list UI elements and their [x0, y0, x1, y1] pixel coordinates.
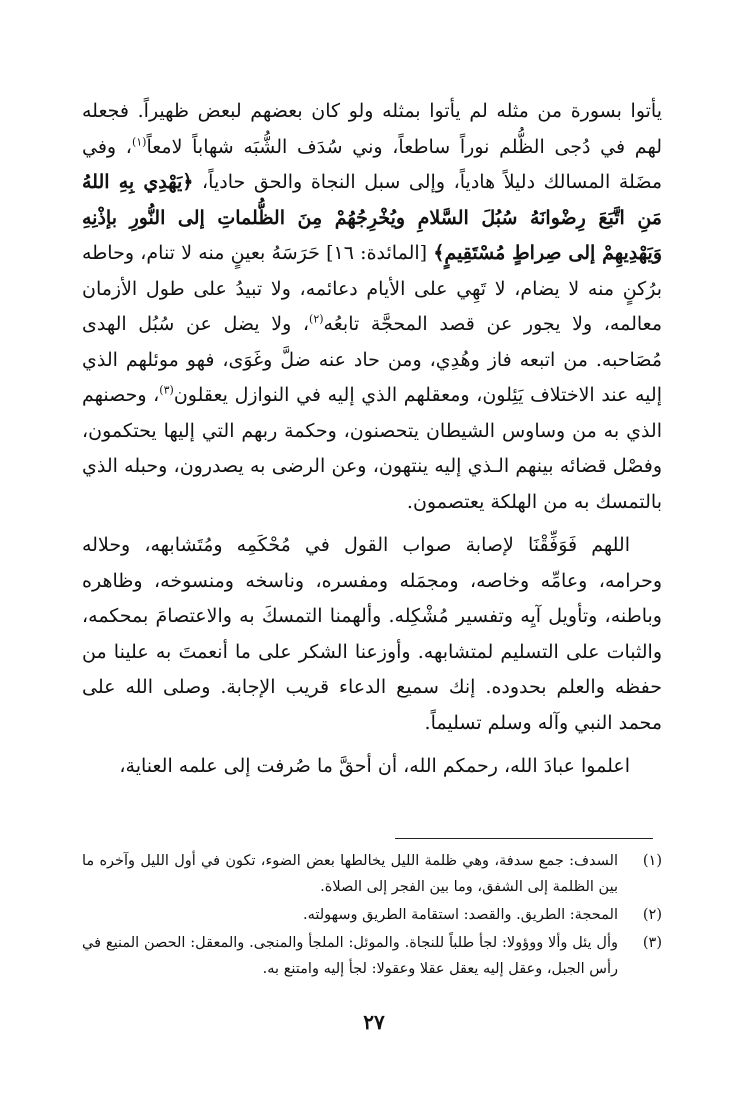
main-text: [82, 94, 662, 785]
quran-verse: ﴿يَهْدِي بِهِ اللهُ مَنِ اتَّبَعَ رِضْوانَهُ سُبُلَ السَّلامِ ويُخْرِجُهُمْ مِنَ الظُّلماتِ إلى النُّورِ بإذْنِهِ وَيَهْدِيهِمْ إلى صِراطٍ مُسْتَقِيمٍ﴾: [82, 171, 662, 264]
footnote-ref-2[interactable]: (٢): [309, 312, 324, 326]
footnote-2: [82, 902, 662, 928]
footnote-number: (١): [642, 853, 662, 869]
text-segment: ، وحصنهم الذي به من وساوس الشيطان يتحصنون، وحكمة ربهم التي إليها يحتكمون، وفصْل قضائه بينهم الـذي إليه ينتهون، وعن الرضى به يصدرون، وحبله الذي بالتمسك به من الهلكة يعتصمون.: [82, 384, 662, 513]
text-segment: ، وفي مضَلة المسالك دليلاً هادياً، وإلى سبل النجاة والحق حادياً،: [82, 135, 662, 193]
paragraph-2: [82, 528, 662, 741]
text-segment: اللهم فَوَفِّقْنَا لإصابة صواب القول في مُحْكَمِه ومُتَشابهه، وحلاله وحرامه، وعامِّه وخاصه، ومجمَله ومفسره، وناسخه ومنسوخه، وظاهره وباطنه، وتأويل آيِه وتفسير مُشْكِله. وألهمنا التمسكَ به والاعتصامَ بمحكمه، والثبات على التسليم لمتشابهه. وأوزعنا الشكر على ما أنعمتَ به علينا من حفظه والعلم بحدوده. إنك سميع الدعاء قريب الإجابة. وصلى الله على محمد النبي وآله وسلم تسليماً.: [82, 534, 662, 734]
text-segment: يأتوا بسورة من مثله لم يأتوا بمثله ولو كان بعضهم لبعض ظهيراً. فجعله لهم في دُجى الظُّلم نوراً ساطعاً، وني سُدَف الشُّبَه شهاباً لامعاً: [82, 100, 662, 158]
footnote-3: [82, 930, 662, 982]
footnote-text: وأل يئل وألا ووؤولا: لجأ طلباً للنجاة. والموئل: الملجأ والمنجى. والمعقل: الحصن المنيع في رأس الجبل، وعقل إليه يعقل عقلا وعقولا: لجأ إليه وامتنع به.: [82, 935, 618, 977]
paragraph-1: [82, 94, 662, 520]
footnote-number: (٢): [642, 907, 662, 923]
footnote-number: (٣): [642, 935, 662, 951]
footnote-ref-3[interactable]: (٣): [159, 383, 174, 397]
page-number: ٢٧: [363, 1010, 385, 1034]
footnote-1: [82, 848, 662, 900]
footnote-divider: [395, 838, 653, 839]
text-segment: ، ولا يضل عن سُبُل الهدى مُصَاحبه. من اتبعه فاز وهُدِي، ومن حاد عنه ضلَّ وغَوَى، فهو موئلهم الذي إليه عند الاختلاف يَئِلون، ومعقلهم الذي إليه في النوازل يعقلون: [82, 313, 662, 406]
text-segment: اعلموا عبادَ الله، رحمكم الله، أن أحقَّ ما صُرفت إلى علمه العناية،: [119, 755, 630, 777]
footnote-text: السدف: جمع سدفة، وهي ظلمة الليل يخالطها بعض الضوء، تكون في أول الليل وآخره ما بين الظلمة إلى الشفق، وما بين الفجر إلى الصلاة.: [82, 853, 618, 895]
text-segment: [المائدة: ١٦] حَرَسَهُ بعينٍ منه لا تنام، وحاطه برُكنٍ منه لا يضام، لا تَهِي على الأيام دعائمه، ولا تبيدُ على طول الأزمان معالمه، ولا يجور عن قصد المحجَّة تابعُه: [82, 242, 662, 335]
footnotes: [82, 848, 662, 984]
footnote-ref-1[interactable]: (١): [131, 135, 147, 149]
paragraph-3: [82, 749, 662, 785]
footnote-text: المحجة: الطريق. والقصد: استقامة الطريق وسهولته.: [302, 907, 618, 923]
